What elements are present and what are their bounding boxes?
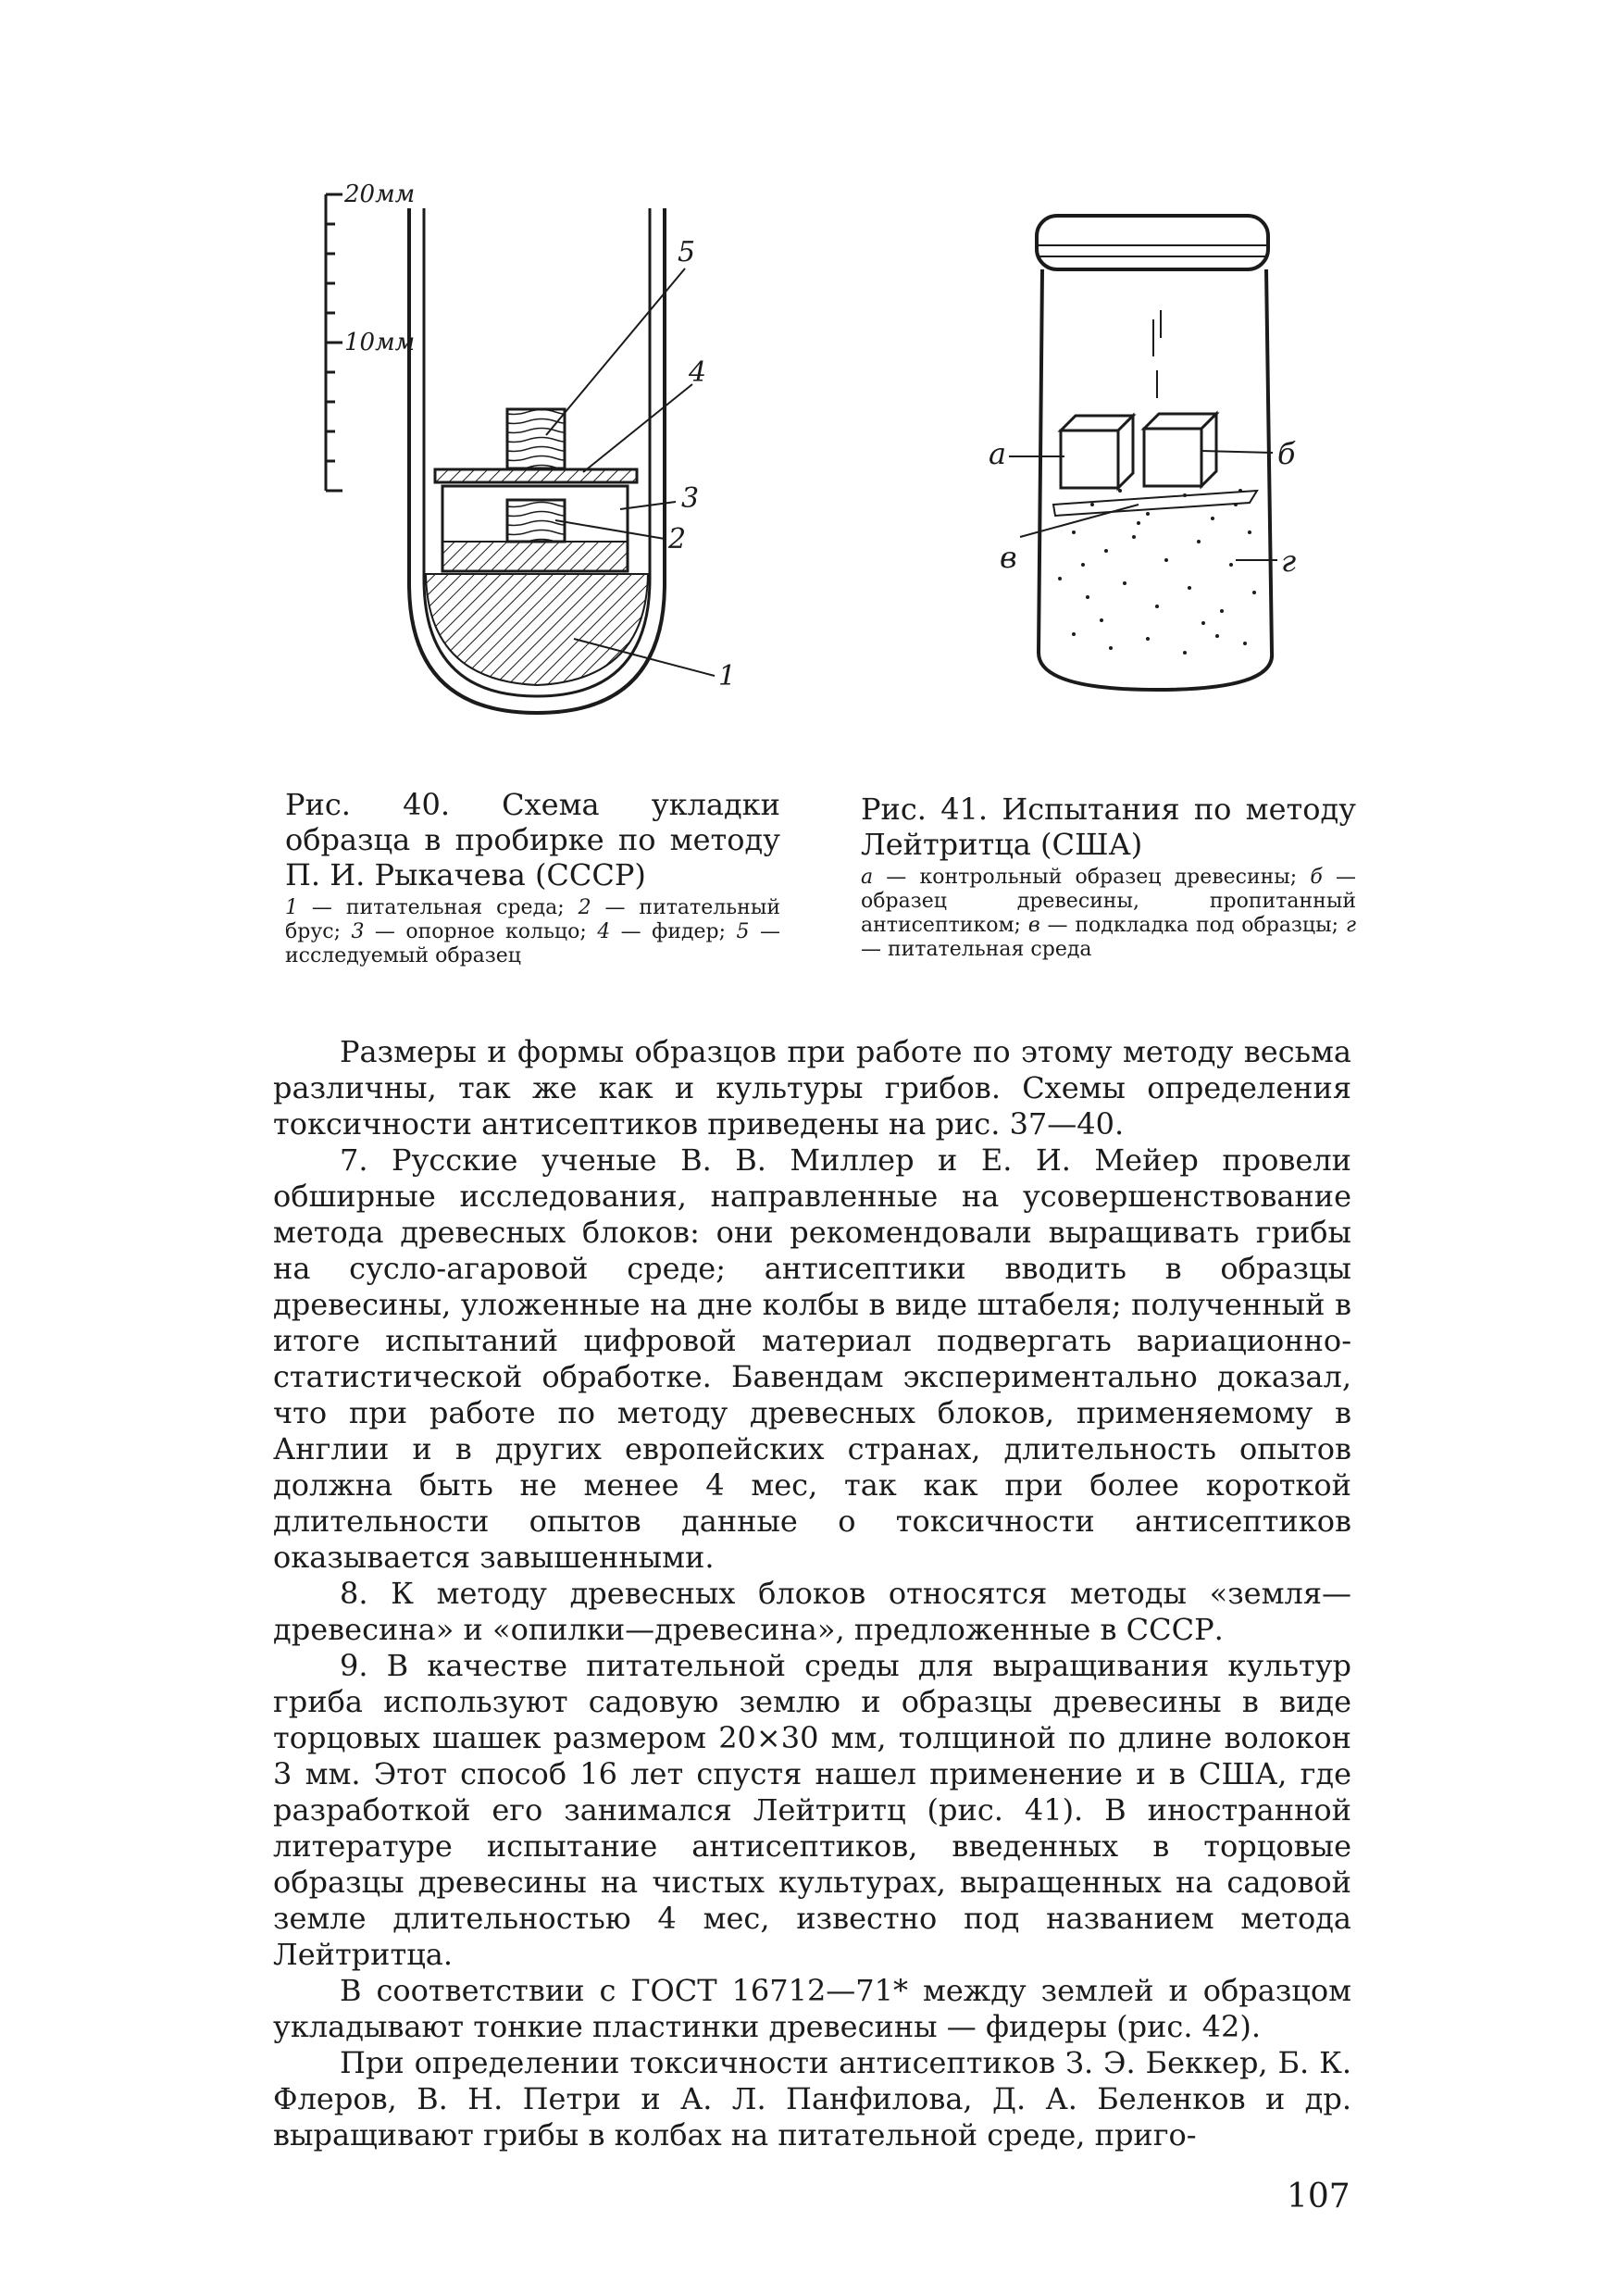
figure-40-tube-diagram [305, 167, 768, 741]
callout-a: а [989, 436, 1007, 471]
figure-40-caption [285, 787, 780, 968]
callout-b: б [1277, 436, 1296, 471]
figure-41-caption-title: Рис. 41. Испытания по методу Лейтритца (США) [861, 792, 1356, 862]
paragraph: При определении токсичности антисептиков З. Э. Беккер, Б. К. Флеров, В. Н. Петри и А. Л. Панфилова, Д. А. Беленков и др. выращивают грибы в колбах на питательной среде, приго- [273, 2045, 1351, 2152]
paragraph: 8. К методу древесных блоков относятся методы «земля—древесина» и «опилки—древесина», предложенные в СССР. [273, 1576, 1351, 1647]
jar-lid [1037, 216, 1268, 269]
figure-41-jar-diagram [972, 208, 1342, 708]
body-text [273, 1034, 1351, 2153]
control-sample-cube [1061, 416, 1133, 488]
figure-40-legend: 1 — питательная среда; 2 — питательный брус; 3 — опорное кольцо; 4 — фидер; 5 — исследуемый образец [285, 896, 780, 967]
scale-label-10mm: 10мм [344, 329, 416, 356]
figure-40-caption-title: Рис. 40. Схема укладки образца в пробирке по методу П. И. Рыкачева (СССР) [285, 787, 780, 892]
paragraph: В соответствии с ГОСТ 16712—71* между землей и образцом укладывают тонкие пластинки древесины — фидеры (рис. 42). [273, 1973, 1351, 2044]
paragraph: 9. В качестве питательной среды для выращивания культур гриба используют садовую землю и образцы древесины в виде торцовых шашек размером 20×30 мм, толщиной по длине волокон 3 мм. Этот способ 16 лет спустя нашел применение и в США, где разработкой его занимался Лейтритц (рис. 41). В иностранной литературе испытание антисептиков, введенных в торцовые образцы древесины на чистых культурах, выращенных на садовой земле длительностью 4 мес, известно под названием метода Лейтритца. [273, 1648, 1351, 1972]
scale-label-20mm: 20мм [344, 181, 416, 208]
figure-41-caption [861, 792, 1356, 962]
test-sample [507, 409, 565, 468]
paragraph: 7. Русские ученые В. В. Миллер и Е. И. Мейер провели обширные исследования, направленные на усовершенствование метода древесных блоков: они рекомендовали выращивать грибы на сусло-агаровой среде; антисептики вводить в образцы древесины, уложенные на дне колбы в виде штабеля; полученный в итоге испытаний цифровой материал подвергать вариационно-статистической обработке. Бавендам экспериментально доказал, что при работе по методу древесных блоков, применяемому в Англии и в других европейских странах, длительность опытов должна быть не менее 4 мес, так как при более короткой длительности опытов данные о токсичности антисептиков оказывается завышенными. [273, 1142, 1351, 1575]
support-pad [1053, 491, 1257, 516]
callout-g: г [1281, 543, 1297, 579]
page-number: 107 [1287, 2177, 1350, 2215]
scale-ruler [326, 194, 342, 491]
treated-sample-cube [1144, 414, 1216, 486]
paragraph: Размеры и формы образцов при работе по этому методу весьма различны, так же как и культуры грибов. Схемы определения токсичности антисептиков приведены на рис. 37—40. [273, 1034, 1351, 1142]
callout-3: 3 [681, 482, 700, 515]
nutrient-medium [426, 574, 648, 685]
feeder-plate [435, 469, 637, 482]
callout-1: 1 [718, 660, 737, 693]
figure-41-legend: а — контрольный образец древесины; б — образец древесины, пропитанный антисептиком; в — подкладка под образцы; г — питательная среда [861, 866, 1356, 961]
callout-4: 4 [689, 356, 707, 389]
callout-5: 5 [678, 236, 696, 268]
callout-2: 2 [668, 523, 687, 555]
callout-v: в [1000, 540, 1017, 575]
